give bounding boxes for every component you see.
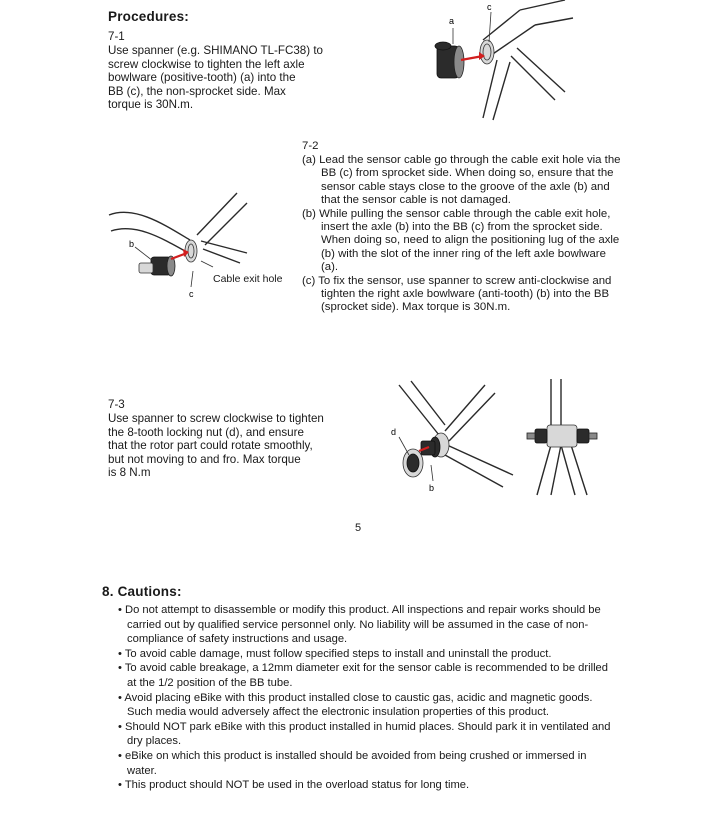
cable-exit-hole-label: Cable exit hole <box>213 273 283 285</box>
step-7-2-item-c: (c) To fix the sensor, use spanner to screw anti-clockwise and tighten the right axle bowlware (anti-tooth) (b) into the BB (sprocket side). Max torque is 30N.m. <box>302 274 612 314</box>
caution-item: • This product should NOT be used in the overload status for long time. <box>118 779 470 792</box>
step-7-3-text: Use spanner to screw clockwise to tighten the 8-tooth locking nut (d), and ensure that the rotor part could rotate smoothly, but not moving to and fro. Max torque is 8 N.m <box>108 412 324 480</box>
figure-7-3-left-illustration <box>385 375 520 500</box>
caution-item: • eBike on which this product is installed should be avoided from being crushed or immersed in water. <box>118 749 587 777</box>
cautions-title: 8. Cautions: <box>102 584 182 599</box>
figure-7-1-label-c: c <box>487 2 492 12</box>
page-number: 5 <box>355 522 362 534</box>
step-7-2-list <box>302 154 622 315</box>
caution-item: • To avoid cable breakage, a 12mm diameter exit for the sensor cable is recommended to be drilled at the 1/2 position of the BB tube. <box>118 662 609 689</box>
caution-item: • Do not attempt to disassemble or modify this product. All inspections and repair works should be carried out by qualified service personnel only. No liability will be assumed in the case of non-compliance of safety instructions and usage. <box>118 604 601 646</box>
figure-7-3-label-d: d <box>391 427 397 437</box>
caution-item: • To avoid cable damage, must follow specified steps to install and uninstall the product. <box>118 647 552 660</box>
figure-7-3-right-illustration <box>525 375 605 500</box>
step-7-3-number: 7-3 <box>108 398 125 411</box>
step-7-2-number: 7-2 <box>302 140 319 152</box>
caution-item: • Should NOT park eBike with this product installed in humid places. Should park it in ventilated and dry places. <box>118 720 611 748</box>
figure-7-3-label-b: b <box>429 483 435 493</box>
figure-7-2-label-b: b <box>129 239 135 249</box>
cautions-list <box>118 603 614 793</box>
figure-7-2-label-c: c <box>189 289 194 299</box>
step-7-1-number: 7-1 <box>108 30 125 43</box>
figure-7-1-label-a: a <box>449 16 455 26</box>
step-7-2-item-b: (b) While pulling the sensor cable through the cable exit hole, insert the axle (b) into the BB (c) from the sprocket side. When doing so, need to align the positioning lug of the axle (b) with the slot of the inner ring of the left axle bowlware (a). <box>302 207 620 274</box>
step-7-1-text: Use spanner (e.g. SHIMANO TL-FC38) to screw clockwise to tighten the left axle bowlware (positive-tooth) (a) into the BB (c), the non-sprocket side. Max torque is 30N.m. <box>108 44 323 112</box>
caution-item: • Avoid placing eBike with this product installed close to caustic gas, acidic and magnetic goods. Such media would adversely affect the electronic insulation properties of this product. <box>118 691 593 719</box>
step-7-2-item-a: (a) Lead the sensor cable go through the cable exit hole via the BB (c) from sprocket side. When doing so, ensure that the sensor cable stays close to the groove of the axle (b) and that the sensor cable is not damaged. <box>302 154 621 207</box>
figure-7-1-illustration <box>425 0 575 125</box>
procedures-title: Procedures: <box>108 9 189 24</box>
